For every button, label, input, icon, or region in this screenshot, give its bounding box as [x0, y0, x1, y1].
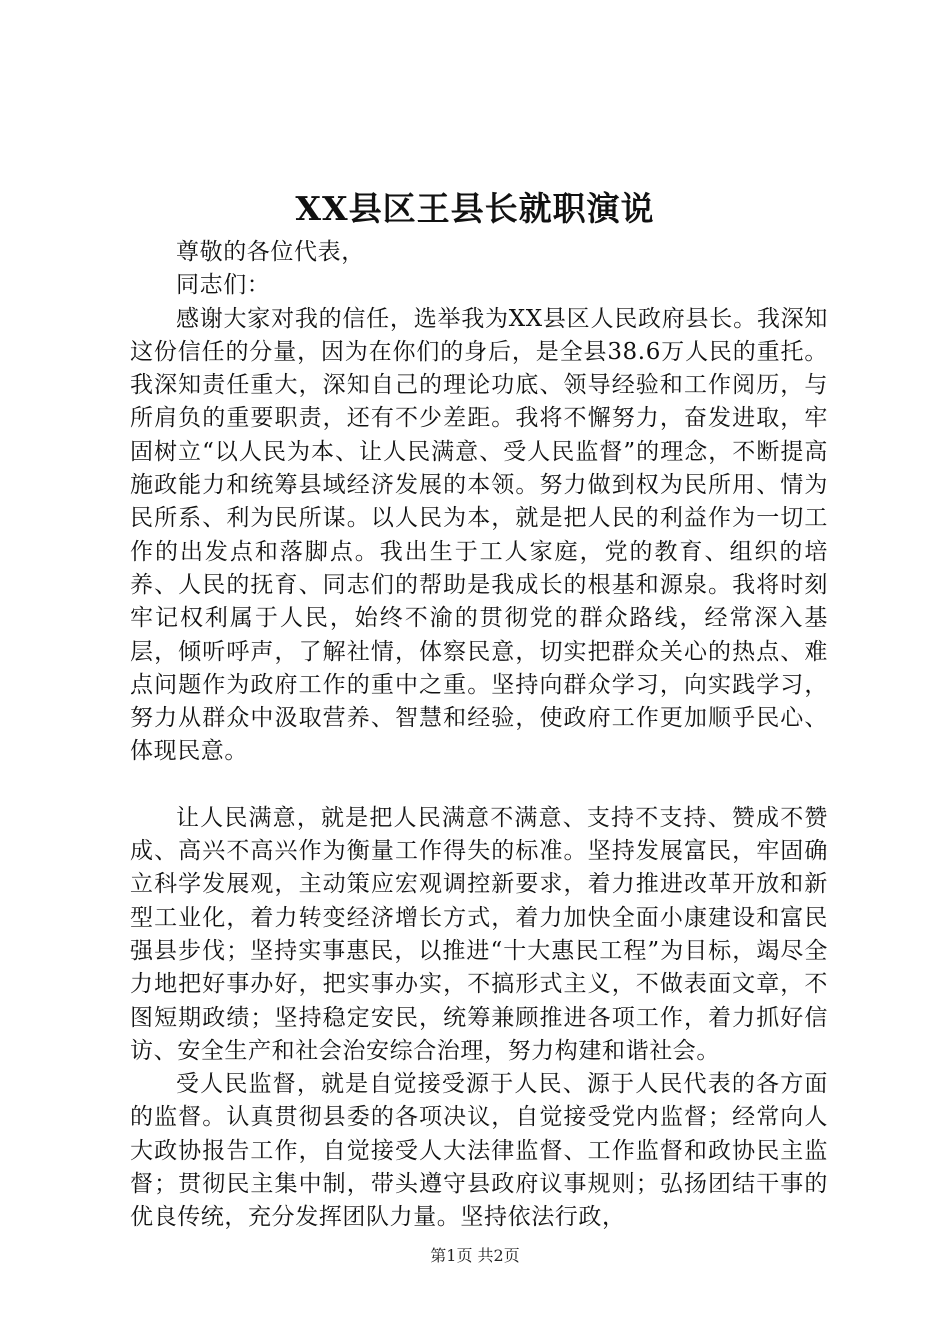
body-paragraph: 受人民监督，就是自觉接受源于人民、源于人民代表的各方面的监督。认真贯彻县委的各项决议，自觉接受党内监督；经常向人大政协报告工作，自觉接受人大法律监督、工作监督和政协民主监督；贯彻民主集中制，带头遵守县政府议事规则；弘扬团结干事的优良传统，充分发挥团队力量。坚持依法行政， [130, 1071, 828, 1231]
salutation-line: 同志们： [176, 272, 271, 299]
document-title: XX县区王县长就职演说 [295, 189, 655, 228]
salutation-line: 尊敬的各位代表， [176, 239, 365, 265]
page-number-footer: 第1页 共2页 [430, 1246, 520, 1265]
body-paragraph: 让人民满意，就是把人民满意不满意、支持不支持、赞成不赞成、高兴不高兴作为衡量工作得失的标准。坚持发展富民，牢固确立科学发展观，主动策应宏观调控新要求，着力推进改革开放和新型工业化，着力转变经济增长方式，着力加快全面小康建设和富民强县步伐；坚持实事惠民，以推进“十大惠民工程”为目标，竭尽全力地把好事办好，把实事办实，不搞形式主义，不做表面文章，不图短期政绩；坚持稳定安民，统筹兼顾推进各项工作，着力抓好信访、安全生产和社会治安综合治理，努力构建和谐社会。 [130, 804, 828, 1064]
body-paragraph: 感谢大家对我的信任，选举我为XX县区人民政府县长。我深知这份信任的分量，因为在你们的身后，是全县38.6万人民的重托。我深知责任重大，深知自己的理论功底、领导经验和工作阅历，与所肩负的重要职责，还有不少差距。我将不懈努力，奋发进取，牢固树立“以人民为本、让人民满意、受人民监督”的理念，不断提高施政能力和统筹县域经济发展的本领。努力做到权为民所用、情为民所系、利为民所谋。以人民为本，就是把人民的利益作为一切工作的出发点和落脚点。我出生于工人家庭，党的教育、组织的培养、人民的抚育、同志们的帮助是我成长的根基和源泉。我将时刻牢记权利属于人民，始终不渝的贯彻党的群众路线，经常深入基层，倾听呼声，了解社情，体察民意，切实把群众关心的热点、难点问题作为政府工作的重中之重。坚持向群众学习，向实践学习，努力从群众中汲取营养、智慧和经验，使政府工作更加顺乎民心、体现民意。 [130, 305, 828, 765]
document-body [130, 236, 828, 1235]
